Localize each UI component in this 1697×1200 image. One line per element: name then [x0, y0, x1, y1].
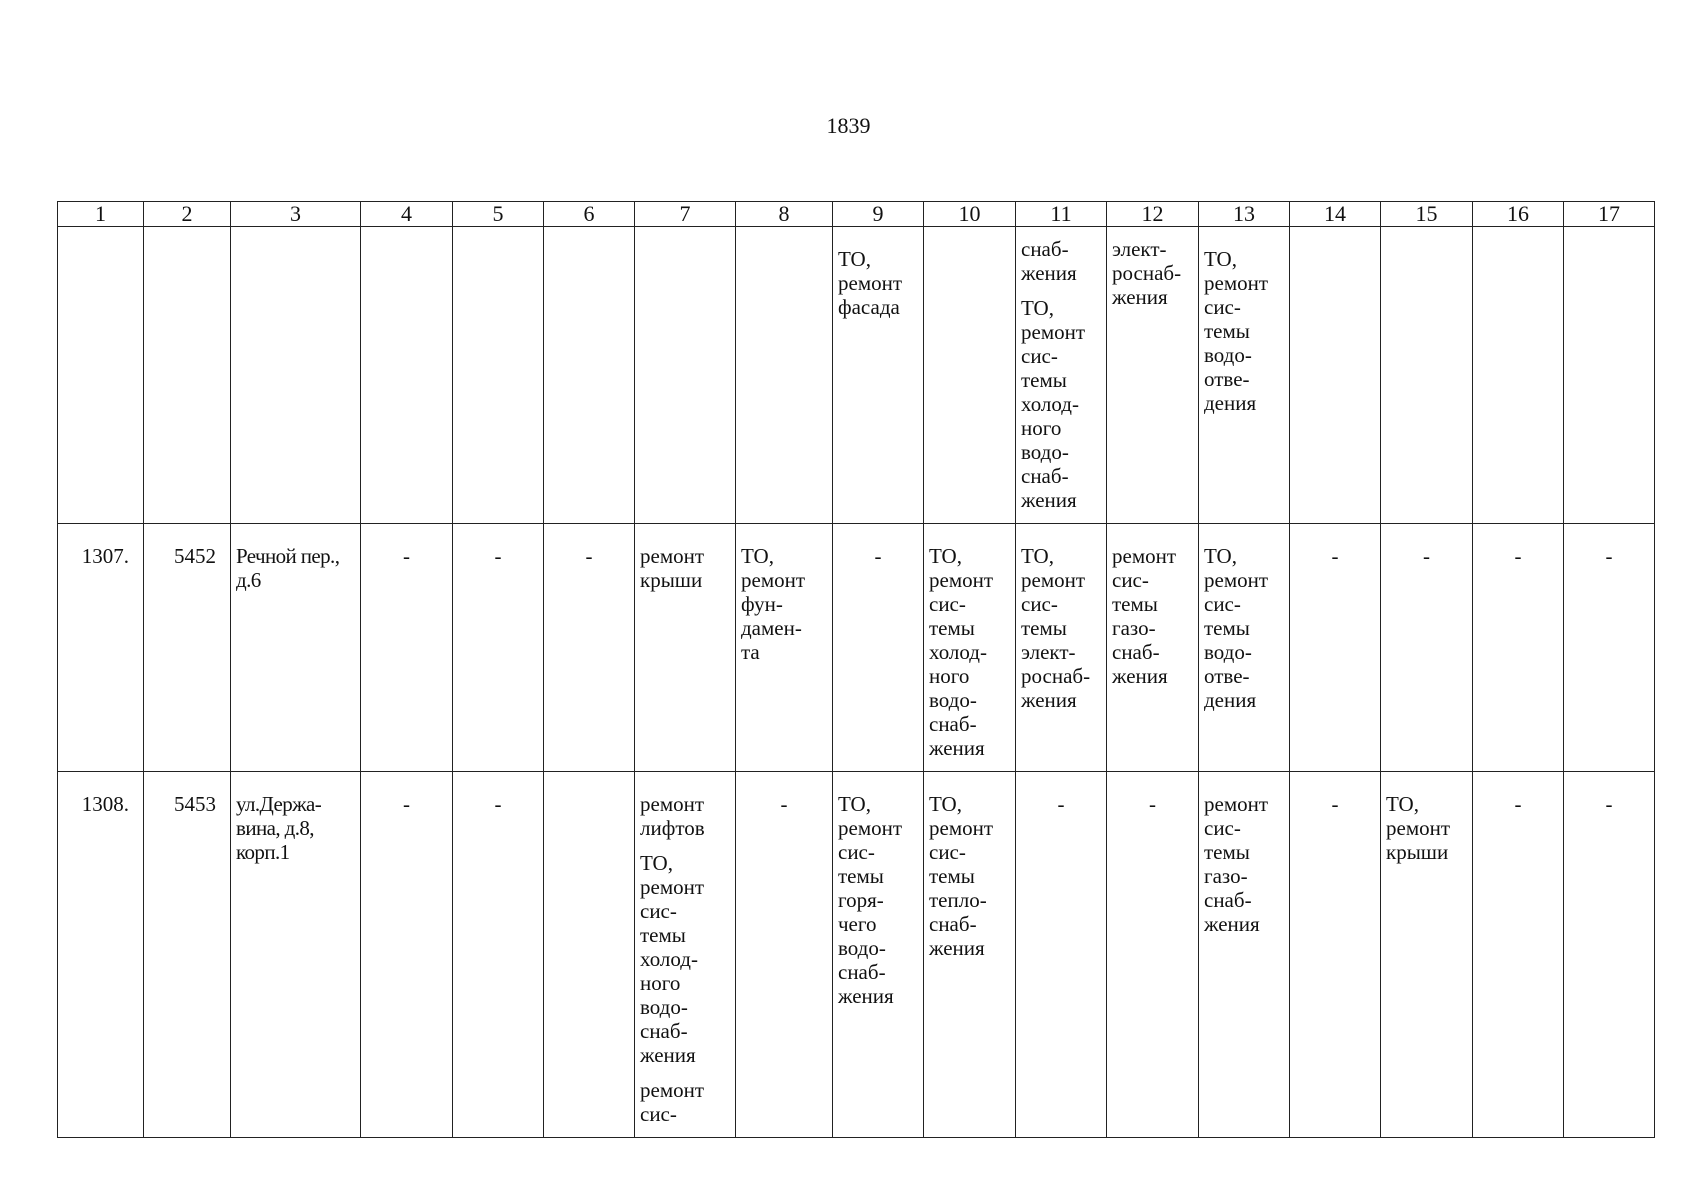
cell-entry: ТО, ремонт сис- темы холод- ного водо- снаб- жения [640, 851, 705, 1067]
table-cell [736, 524, 833, 772]
address-cell [231, 524, 361, 772]
table-cell [144, 227, 231, 524]
column-header: 15 [1381, 202, 1473, 227]
cell-entry: ТО, ремонт сис- темы водо- отве- дения [1204, 544, 1269, 712]
cell-entry: ТО, ремонт сис- темы холод- ного водо- снаб- жения [1021, 296, 1086, 512]
cell-entry: ТО, ремонт фасада [838, 247, 903, 319]
cell-entry: ТО, ремонт крыши [1386, 792, 1451, 864]
cell-entry: ремонт лифтов [640, 792, 705, 840]
cell-entry: снаб- жения [1021, 237, 1077, 285]
table-cell [1107, 524, 1199, 772]
column-header: 11 [1016, 202, 1107, 227]
table-row-1308 [58, 772, 1655, 1138]
cell-entry: ремонт сис- темы газо- снаб- жения [1204, 792, 1269, 936]
dash: - [1331, 544, 1339, 568]
table-cell [453, 227, 544, 524]
dash: - [874, 544, 882, 568]
table-cell [544, 227, 635, 524]
table-cell [1016, 524, 1107, 772]
page-number: 1839 [826, 113, 871, 138]
column-header: 13 [1199, 202, 1290, 227]
table-cell [924, 524, 1016, 772]
column-header: 12 [1107, 202, 1199, 227]
table-cell [231, 227, 361, 524]
table-cell [1199, 227, 1290, 524]
table-cell [833, 772, 924, 1138]
column-header: 5 [453, 202, 544, 227]
table-cell [736, 227, 833, 524]
table-cell [361, 772, 453, 1138]
dash: - [1423, 544, 1430, 568]
column-header: 3 [231, 202, 361, 227]
dash: - [585, 544, 593, 568]
table-cell [1290, 772, 1381, 1138]
table-cell [924, 772, 1016, 1138]
row-number: 1308. [81, 792, 129, 816]
dash: - [1605, 544, 1613, 568]
table-cell [1473, 772, 1564, 1138]
table-cell [544, 772, 635, 1138]
row-number-cell [58, 524, 144, 772]
table-cell [1564, 772, 1655, 1138]
column-header: 6 [544, 202, 635, 227]
table-cell [1290, 227, 1381, 524]
address: Речной пер., д.6 [236, 544, 340, 592]
cell-entry: ТО, ремонт фун- дамен- та [741, 544, 806, 664]
table-cell [1381, 772, 1473, 1138]
table-cell [635, 772, 736, 1138]
table-cell [924, 227, 1016, 524]
row-number: 1307. [81, 544, 129, 568]
dash: - [1331, 792, 1339, 816]
header-row [58, 202, 1655, 227]
cell-entry: ремонт крыши [640, 544, 705, 592]
cell-entry: ТО, ремонт сис- темы тепло- снаб- жения [929, 792, 994, 960]
column-header: 9 [833, 202, 924, 227]
table-cell [1107, 772, 1199, 1138]
object-code: 5453 [174, 792, 216, 816]
dash: - [1149, 792, 1156, 816]
cell-entry: ремонт сис- темы газо- снаб- жения [1112, 544, 1177, 688]
column-header: 1 [58, 202, 144, 227]
table-cell [1199, 772, 1290, 1138]
table-cell [1473, 227, 1564, 524]
table-cell [361, 524, 453, 772]
column-header: 4 [361, 202, 453, 227]
column-header: 17 [1564, 202, 1655, 227]
row-number-cell [58, 772, 144, 1138]
object-code: 5452 [174, 544, 216, 568]
dash: - [1605, 792, 1613, 816]
dash: - [1057, 792, 1065, 816]
table-cell [833, 227, 924, 524]
table-cell [1290, 524, 1381, 772]
table-cell [1016, 227, 1107, 524]
address: ул.Держа- вина, д.8, корп.1 [236, 792, 322, 864]
dash: - [1514, 544, 1522, 568]
table-cell [635, 227, 736, 524]
table-row-continuation [58, 227, 1655, 524]
table-cell [1381, 524, 1473, 772]
column-header: 8 [736, 202, 833, 227]
table-cell [453, 524, 544, 772]
table-cell [736, 772, 833, 1138]
table-row-1307 [58, 524, 1655, 772]
table-cell [1564, 227, 1655, 524]
table-cell [453, 772, 544, 1138]
table-cell [1564, 524, 1655, 772]
table-cell [1107, 227, 1199, 524]
cell-entry: ТО, ремонт сис- темы элект- роснаб- жения [1021, 544, 1091, 712]
cell-entry: ТО, ремонт сис- темы горя- чего водо- снаб- жения [838, 792, 903, 1008]
object-code-cell [144, 524, 231, 772]
table-cell [58, 227, 144, 524]
dash: - [494, 544, 502, 568]
table-cell [1199, 524, 1290, 772]
table-cell [635, 524, 736, 772]
column-header: 14 [1290, 202, 1381, 227]
object-code-cell [144, 772, 231, 1138]
table-cell [833, 524, 924, 772]
column-header: 16 [1473, 202, 1564, 227]
column-header: 7 [635, 202, 736, 227]
dash: - [403, 544, 410, 568]
table-cell [1473, 524, 1564, 772]
dash: - [494, 792, 502, 816]
cell-entry: ТО, ремонт сис- темы холод- ного водо- снаб- жения [929, 544, 994, 760]
table-cell [1381, 227, 1473, 524]
table-cell [544, 524, 635, 772]
column-header: 10 [924, 202, 1016, 227]
dash: - [1514, 792, 1522, 816]
table-cell [1016, 772, 1107, 1138]
table-cell [361, 227, 453, 524]
dash: - [403, 792, 410, 816]
works-table [57, 201, 1655, 1138]
address-cell [231, 772, 361, 1138]
cell-entry: ТО, ремонт сис- темы водо- отве- дения [1204, 247, 1269, 415]
dash: - [780, 792, 788, 816]
cell-entry: элект- роснаб- жения [1112, 237, 1182, 309]
column-header: 2 [144, 202, 231, 227]
cell-entry: ремонт сис- [640, 1078, 705, 1126]
